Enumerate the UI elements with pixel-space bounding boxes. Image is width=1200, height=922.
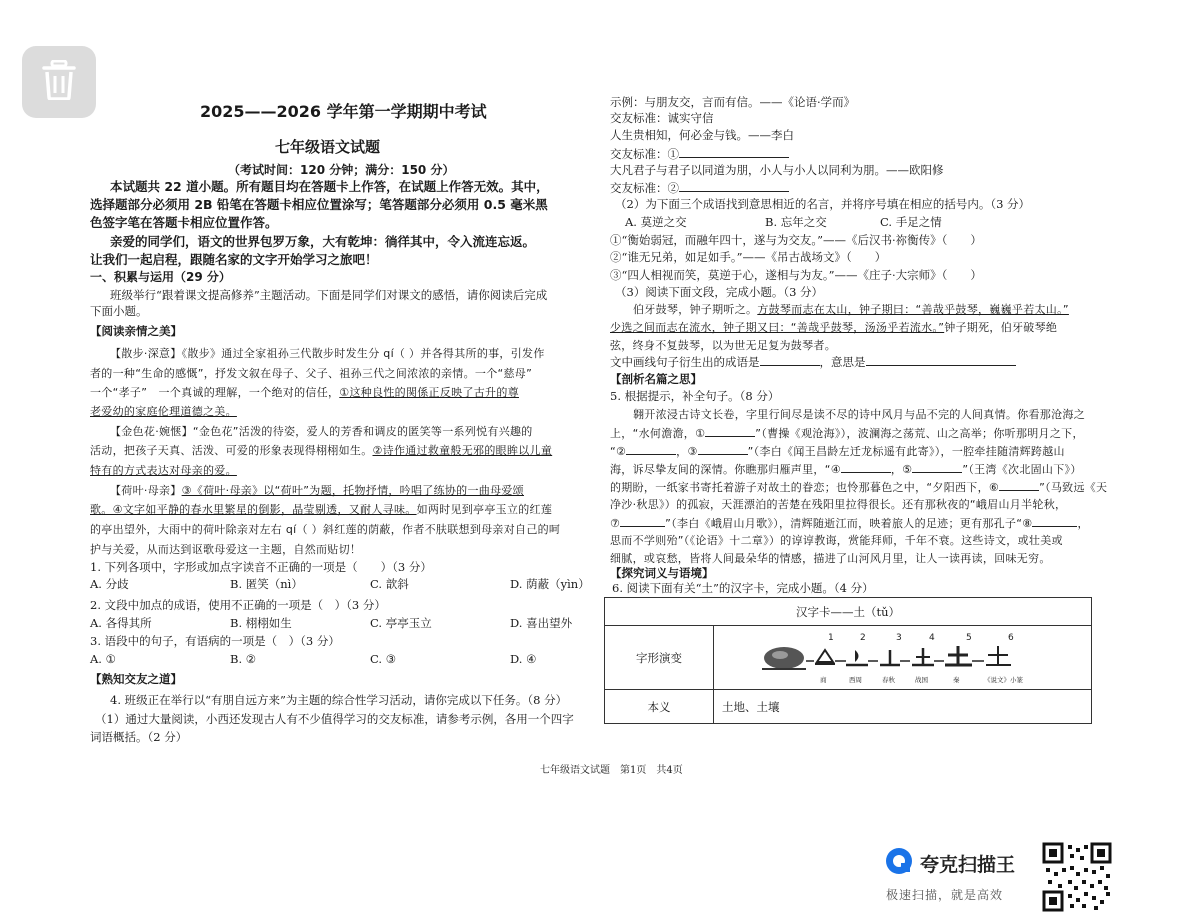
fill-blank[interactable]: [679, 146, 789, 158]
question-6: 6. 阅读下面有关“土”的汉字卡，完成小题。（4 分）: [612, 581, 874, 595]
passage-line: 【散步·深意】《散步》通过全家祖孙三代散步时发生分 qí（ ）并各得其所的事，引发作: [110, 347, 545, 360]
mound-pictogram-icon: [762, 647, 806, 669]
passage-text: 的期盼，一纸家书寄托着游子对故土的眷恋；也怜那暮色之中，“夕阳西下，⑥: [610, 481, 1000, 494]
question-3: 3. 语段中的句子，有语病的一项是（ ）（3 分）: [90, 634, 340, 648]
fill-blank[interactable]: [626, 443, 676, 455]
q1-option: D. 荫蔽（yìn）: [510, 577, 590, 591]
q1-option: C. 歆斜: [370, 577, 409, 591]
q2-option: D. 喜出望外: [510, 616, 573, 630]
answer-blank-1: [610, 146, 789, 162]
passage-text: ”（王湾《次北固山下》）: [962, 463, 1082, 476]
instructions-line: 色签字笔在答题卡相应位置作答。: [90, 215, 278, 230]
passage-text: ”（李白《峨眉山月歌》），清辉随逝江而，映着旅人的足迹；更有那孔子“⑧: [665, 517, 1033, 530]
card-row-label: 本义: [605, 690, 714, 724]
quark-logo-icon: [884, 846, 914, 880]
passage-line: [90, 385, 519, 400]
fill-blank[interactable]: [620, 515, 665, 527]
brand-name: 夸克扫描王: [920, 853, 1016, 876]
passage-text: ”（马致远《天: [1039, 481, 1108, 494]
glyph-step-number: 2: [860, 632, 866, 643]
fill-blank[interactable]: [760, 354, 820, 366]
question-4-1: （1）通过大量阅读，小西还发现古人有不少值得学习的交友标准，请参考示例，各用一个四字: [95, 712, 574, 726]
classical-passage: 弦，终身不复鼓琴，以为世无足复为鼓琴者。: [610, 339, 836, 352]
poetry-line: 翱开浓浸古诗文长卷，字里行间尽是读不尽的诗中风月与品不完的人间真情。你看那沧海之: [633, 408, 1085, 421]
subsection-heading: 【剖析名篇之思】: [610, 372, 702, 386]
quote-ouyang: 大凡君子与君子以同道为朋，小人与小人以同利为朋。——欧阳修: [610, 163, 944, 177]
question-5: 5. 根据提示，补全句子。（8 分）: [610, 389, 780, 403]
glyph-era-caption: 秦: [953, 675, 960, 684]
section-heading: 一、积累与运用（29 分）: [90, 270, 231, 284]
passage-text: 一个“孝子” 一个真诚的理解，一个绝对的信任，: [90, 386, 340, 399]
fill-blank[interactable]: [866, 354, 1016, 366]
poetry-line: [610, 515, 1089, 531]
subsection-heading: 【探究词义与语境】: [610, 566, 714, 580]
glyph-era-caption: 《说文》小篆: [984, 675, 1023, 684]
passage-text: ⑦: [610, 517, 621, 530]
passage-line: 的亭出望外，大雨中的荷叶除亲对左右 qí（ ）斜红莲的荫蔽，作者不肤联想到母亲对自己的呵: [90, 523, 561, 536]
poetry-line: 细腻，或哀愁，皆将人间最朵华的情感，描进了山河风月里，让人一读再读，回味无穷。: [610, 552, 1051, 565]
exam-subtitle: 七年级语文试题: [275, 138, 381, 156]
q2-option: C. 亭亭玉立: [370, 616, 432, 630]
glyph-step-number: 1: [828, 632, 834, 643]
match-quote: ③“四人相视而笑，莫逆于心，遂相与为友。”——《庄子·大宗师》（ ）: [610, 268, 982, 282]
card-title: 汉字卡——土（tǔ）: [605, 598, 1092, 626]
glyph-evolution-cell: [714, 626, 1092, 690]
subsection-heading: 【熟知交友之道】: [90, 672, 182, 686]
character-card-table: [604, 597, 1092, 724]
q3-option: B. ②: [230, 652, 257, 666]
underlined-sentence: 老爱幼的家庭伦理道德之美。: [90, 405, 237, 418]
poetry-line: [610, 425, 1084, 441]
passage-text: ”（曹操《观沧海》），波澜海之荡荒、山之高举；你听那明月之下，: [755, 427, 1084, 440]
fill-blank[interactable]: [679, 180, 789, 192]
poetry-line: [610, 443, 1065, 459]
fill-blank[interactable]: [1032, 515, 1077, 527]
passage-text: 活动，把孩子天真、活泼、可爱的形象表现得栩栩如生。: [90, 444, 373, 457]
subsection-heading: 【阅读亲情之美】: [90, 324, 182, 338]
poetry-line: 净沙·秋思》）的孤寂，天涯漂泊的苦楚在残阳里拉得很长。还有那秋夜的“峨眉山月半轮秋，: [610, 498, 1067, 511]
q2-option: B. 栩栩如生: [230, 616, 292, 630]
passage-text: ，③: [676, 445, 698, 458]
passage-line: 【金色花·婉惬】“金色花”活泼的待姿，爱人的芳香和调皮的匿笑等一系列悦有兴趣的: [110, 425, 533, 438]
quark-brand-watermark: [884, 846, 1015, 903]
prompt-text: 文中画线句子衍生出的成语是: [610, 355, 760, 369]
card-meaning: 土地、土壤: [714, 690, 1092, 724]
glyph-era-caption: 春秋: [882, 675, 895, 684]
activity-text: 下面小题。: [90, 304, 148, 318]
intro-line: 亲爱的同学们，语文的世界包罗万象，大有乾坤：徜徉其中，令入流连忘返。: [110, 234, 536, 249]
q4-2-option: C. 手足之情: [880, 215, 942, 229]
idiom-question: [610, 354, 1016, 370]
underlined-sentence: 少选之间而志在流水，钟子期又曰：“善哉乎鼓琴，汤汤乎若流水。”: [610, 321, 945, 334]
q1-option: B. 匿笑（nì）: [230, 577, 303, 591]
passage-text: 上，“水何澹澹，①: [610, 427, 706, 440]
activity-text: 班级举行“跟着课文提高修养”主题活动。下面是同学们对课文的感悟，请你阅读后完成: [110, 288, 548, 302]
passage-text: 【荷叶·母亲】: [110, 484, 182, 497]
passage-line: [90, 443, 552, 458]
example-standard: 交友标准：诚实守信: [610, 111, 714, 125]
question-2: 2. 文段中加点的成语，使用不正确的一项是（ ）（3 分）: [90, 598, 386, 612]
trash-icon: [42, 60, 76, 104]
match-quote: ①“衡始弱冠，而融年四十，遂与为交友。”——《后汉书·祢衡传》（ ）: [610, 233, 982, 247]
passage-line: 护与关爱，从而达到讴歌母爱这一主题，自然而贴切！: [90, 543, 362, 556]
passage-text: 伯牙鼓琴，钟子期听之。: [633, 303, 758, 316]
fill-blank[interactable]: [912, 461, 962, 473]
q2-option: A. 各得其所: [90, 616, 152, 630]
passage-text: “②: [610, 445, 627, 458]
passage-text: 钟子期死，伯牙破琴绝: [944, 321, 1058, 334]
qr-code-icon: [1042, 842, 1112, 912]
passage-text: 海，诉尽挚友间的深情。你瞧那归雁声里，“④: [610, 463, 841, 476]
card-row-label: 字形演变: [605, 626, 714, 690]
blank-label: 交友标准：①: [610, 147, 679, 161]
fill-blank[interactable]: [841, 461, 891, 473]
q4-2-option: A. 莫逆之交: [625, 215, 687, 229]
question-4-2: （2）为下面三个成语找到意思相近的名言，并将序号填在相应的括号内。（3 分）: [615, 197, 1031, 211]
glyph-era-caption: 西周: [849, 675, 862, 684]
glyph-evolution-diagram: [762, 628, 1062, 688]
prompt-text: ，意思是: [819, 355, 866, 369]
passage-text: 如两时见到亭亭玉立的红莲: [416, 503, 553, 516]
question-1: 1. 下列各项中，字形或加点字读音不正确的一项是（ ）（3 分）: [90, 560, 432, 574]
classical-passage: [610, 320, 1057, 335]
poetry-line: [610, 479, 1107, 495]
question-4: 4. 班级正在举行以“有朋自远方来”为主题的综合性学习活动，请你完成以下任务。（8 分）: [110, 693, 568, 707]
q4-2-option: B. 忘年之交: [765, 215, 827, 229]
underlined-sentence: ③《荷叶·母亲》以“荷叶”为题，托物抒情，吟唱了练协的一曲母爱颂: [181, 484, 524, 497]
underlined-sentence: ②诗作通过救童般无邪的眼眸以儿童: [372, 444, 553, 457]
glyph-step-number: 5: [966, 632, 972, 643]
quote-li-bai: 人生贵相知，何必金与钱。——李白: [610, 128, 794, 142]
glyph-step-number: 4: [929, 632, 935, 643]
glyph-step-number: 3: [896, 632, 902, 643]
passage-line: [110, 483, 524, 498]
glyph-era-caption: 商: [820, 675, 827, 684]
q1-option: A. 分歧: [90, 577, 129, 591]
passage-text: ，⑤: [890, 463, 913, 476]
page-footer: 七年级语文试题 第1页 共4页: [540, 765, 683, 776]
passage-line: 者的一种“生命的感慨”，抒发文叙在母子、父子、祖孙三代之间浓浓的亲情。一个“慈母”: [90, 367, 533, 380]
question-4-1: 词语概括。（2 分）: [90, 730, 188, 744]
q3-option: C. ③: [370, 652, 397, 666]
q3-option: D. ④: [510, 652, 537, 666]
underlined-sentence: 歌。④文字如平静的春水里繁星的倒影，晶莹剔透，又耐人寻味。: [90, 503, 417, 516]
classical-passage: [633, 302, 1069, 317]
underlined-sentence: ①这种良性的関係正反映了古升的尊: [339, 386, 519, 399]
instructions-line: 本试题共 22 道小题。所有题目均在答题卡上作答，在试题上作答无效。其中，: [110, 179, 549, 194]
glyph-step-number: 6: [1008, 632, 1014, 643]
fill-blank[interactable]: [698, 443, 748, 455]
delete-button[interactable]: [22, 46, 96, 118]
example-quote: 示例：与朋友交，言而有信。——《论语·学而》: [610, 95, 856, 109]
intro-line: 让我们一起启程，跟随名家的文字开始学习之旅吧！: [90, 252, 378, 267]
blank-label: 交友标准：②: [610, 181, 679, 195]
underlined-sentence: 方鼓琴而志在太山，钟子期曰：“善哉乎鼓琴，巍巍乎若太山。”: [757, 303, 1069, 316]
poetry-line: 思而不学则殆”（《论语》十二章》）的谆谆教诲，赏能拜师，千年不衰。这些诗文，或壮美或: [610, 534, 1063, 547]
underlined-sentence: 特有的方式表达对母亲的爱。: [90, 464, 237, 477]
q3-option: A. ①: [90, 652, 116, 666]
passage-text: ，: [1077, 517, 1089, 530]
glyph-era-caption: 战国: [915, 675, 928, 684]
brand-slogan: 极速扫描，就是高效: [886, 888, 1004, 902]
question-4-3: （3）阅读下面文段，完成小题。（3 分）: [615, 285, 824, 299]
exam-title: 2025——2026 学年第一学期期中考试: [200, 102, 487, 121]
passage-text: ”（李白《闻王昌龄左迁龙标遥有此寄》），一腔牵挂随清辉跨越山: [747, 445, 1065, 458]
fill-blank[interactable]: [999, 479, 1039, 491]
match-quote: ②“谁无兄弟，如足如手。”——《吊古战场文》（ ）: [610, 250, 887, 264]
poetry-line: [610, 461, 1082, 477]
instructions-line: 选择题部分必须用 2B 铅笔在答题卡相应位置涂写；笔答题部分必须用 0.5 毫米黑: [90, 197, 548, 212]
passage-line: [90, 502, 552, 517]
fill-blank[interactable]: [705, 425, 755, 437]
exam-time-score: （考试时间：120 分钟；满分：150 分）: [228, 163, 455, 177]
answer-blank-2: [610, 180, 789, 196]
